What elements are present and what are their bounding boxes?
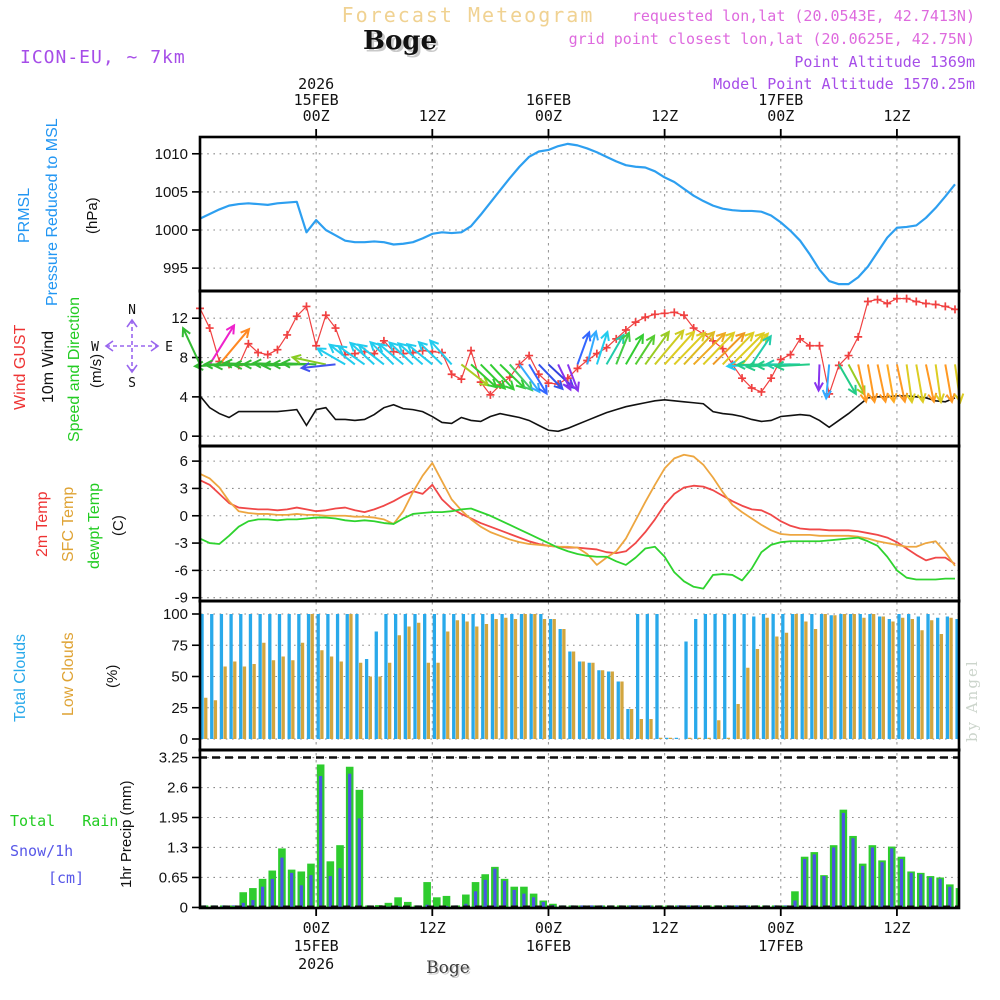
temp-2m-label: 2m Temp xyxy=(34,491,51,557)
svg-text:12Z: 12Z xyxy=(418,107,446,125)
svg-text:25: 25 xyxy=(171,699,188,717)
svg-text:1.95: 1.95 xyxy=(158,809,188,827)
temperature-series xyxy=(200,455,955,589)
svg-text:0: 0 xyxy=(179,428,188,446)
pressure-series xyxy=(200,144,955,284)
point-altitude: Point Altitude 1369m xyxy=(794,53,975,71)
temp-sfc-label: SFC Temp xyxy=(60,486,77,562)
clouds-unit-label: (%) xyxy=(104,664,121,688)
clouds-total-label: Total Clouds xyxy=(12,633,29,722)
svg-text:2.6: 2.6 xyxy=(167,779,188,797)
page-title: Forecast Meteogram xyxy=(341,3,595,27)
svg-text:0.65: 0.65 xyxy=(158,869,188,887)
model-label: ICON-EU, ~ 7km xyxy=(20,47,186,68)
svg-text:W: W xyxy=(91,340,99,355)
svg-text:-3: -3 xyxy=(174,535,188,553)
footer-station-label: Boge xyxy=(426,958,470,978)
svg-text:00Z: 00Z xyxy=(767,919,795,937)
model-point-altitude: Model Point Altitude 1570.25m xyxy=(713,75,975,93)
svg-text:-9: -9 xyxy=(174,589,188,607)
pressure-unit-label: (hPa) xyxy=(84,197,101,234)
svg-text:4: 4 xyxy=(179,388,188,406)
svg-text:1005: 1005 xyxy=(154,183,188,201)
precip-rain-label: Total Rain xyxy=(10,812,119,830)
temperature-grid xyxy=(175,447,958,607)
svg-text:15FEB: 15FEB xyxy=(293,91,339,109)
precip-snow-label: Snow/1h xyxy=(10,842,74,860)
pressure-grid xyxy=(155,138,958,290)
svg-text:E: E xyxy=(165,340,173,355)
svg-text:8: 8 xyxy=(179,349,188,367)
svg-text:995: 995 xyxy=(162,260,188,278)
station-title: Boge xyxy=(362,26,438,56)
wind-direction-arrows xyxy=(183,325,964,402)
svg-text:00Z: 00Z xyxy=(302,107,330,125)
svg-text:00Z: 00Z xyxy=(302,919,330,937)
svg-text:00Z: 00Z xyxy=(534,107,563,125)
grid-point-coords: grid point closest lon,lat (20.0625E, 42.75N) xyxy=(568,30,975,48)
svg-text:12Z: 12Z xyxy=(651,107,679,125)
temp-dewpt-label: dewpt Temp xyxy=(86,483,103,569)
compass-icon xyxy=(91,303,173,391)
svg-text:100: 100 xyxy=(162,606,188,623)
svg-text:-6: -6 xyxy=(174,562,188,580)
pressure-axis-label-long: Pressure Reduced to MSL xyxy=(44,118,61,306)
svg-text:N: N xyxy=(128,303,136,318)
svg-text:00Z: 00Z xyxy=(767,107,795,125)
requested-coords: requested lon,lat (20.0543E, 42.7413N) xyxy=(631,7,975,25)
svg-text:12Z: 12Z xyxy=(651,919,679,937)
svg-text:16FEB: 16FEB xyxy=(525,937,572,955)
svg-text:12Z: 12Z xyxy=(883,919,911,937)
svg-text:2026: 2026 xyxy=(298,955,335,973)
pressure-axis-label-prmsl: PRMSL xyxy=(16,187,33,243)
wind-unit-label: (m/s) xyxy=(88,353,105,388)
svg-text:S: S xyxy=(128,376,136,391)
wind-gust-markers xyxy=(196,295,959,399)
svg-text:12: 12 xyxy=(171,310,188,328)
precip-cm-label: [cm] xyxy=(48,869,85,887)
svg-text:17FEB: 17FEB xyxy=(758,91,804,109)
temp-unit-label: (C) xyxy=(110,515,127,536)
watermark: by Angel xyxy=(963,659,981,742)
clouds-low-label: Low Clouds xyxy=(60,632,77,716)
plot-frame xyxy=(199,137,961,908)
wind-gust-label: Wind GUST xyxy=(12,324,29,410)
svg-text:15FEB: 15FEB xyxy=(293,937,339,955)
svg-text:75: 75 xyxy=(171,637,188,655)
precip-axis-label: 1hr Precip (mm) xyxy=(118,780,135,888)
svg-text:0: 0 xyxy=(179,507,188,525)
svg-text:17FEB: 17FEB xyxy=(758,937,804,955)
precip-bars xyxy=(201,764,959,907)
wind-grid xyxy=(171,292,958,445)
svg-text:2026: 2026 xyxy=(298,75,335,93)
wind-speed-dir-label: Speed and Direction xyxy=(66,297,83,442)
svg-text:1000: 1000 xyxy=(154,222,188,240)
svg-text:00Z: 00Z xyxy=(534,919,563,937)
wind-10m-label: 10m Wind xyxy=(40,330,57,403)
svg-text:0: 0 xyxy=(179,899,188,917)
svg-text:0: 0 xyxy=(179,731,188,748)
svg-text:3.25: 3.25 xyxy=(158,749,188,767)
svg-text:12Z: 12Z xyxy=(883,107,911,125)
svg-text:1.3: 1.3 xyxy=(167,839,188,857)
wind-10m-line xyxy=(200,396,955,431)
svg-text:50: 50 xyxy=(171,668,188,686)
svg-text:6: 6 xyxy=(179,453,188,471)
svg-text:12Z: 12Z xyxy=(418,919,446,937)
svg-text:1010: 1010 xyxy=(154,145,188,163)
svg-text:3: 3 xyxy=(179,480,188,498)
wind-gust-line xyxy=(200,299,955,395)
svg-text:16FEB: 16FEB xyxy=(525,91,572,109)
